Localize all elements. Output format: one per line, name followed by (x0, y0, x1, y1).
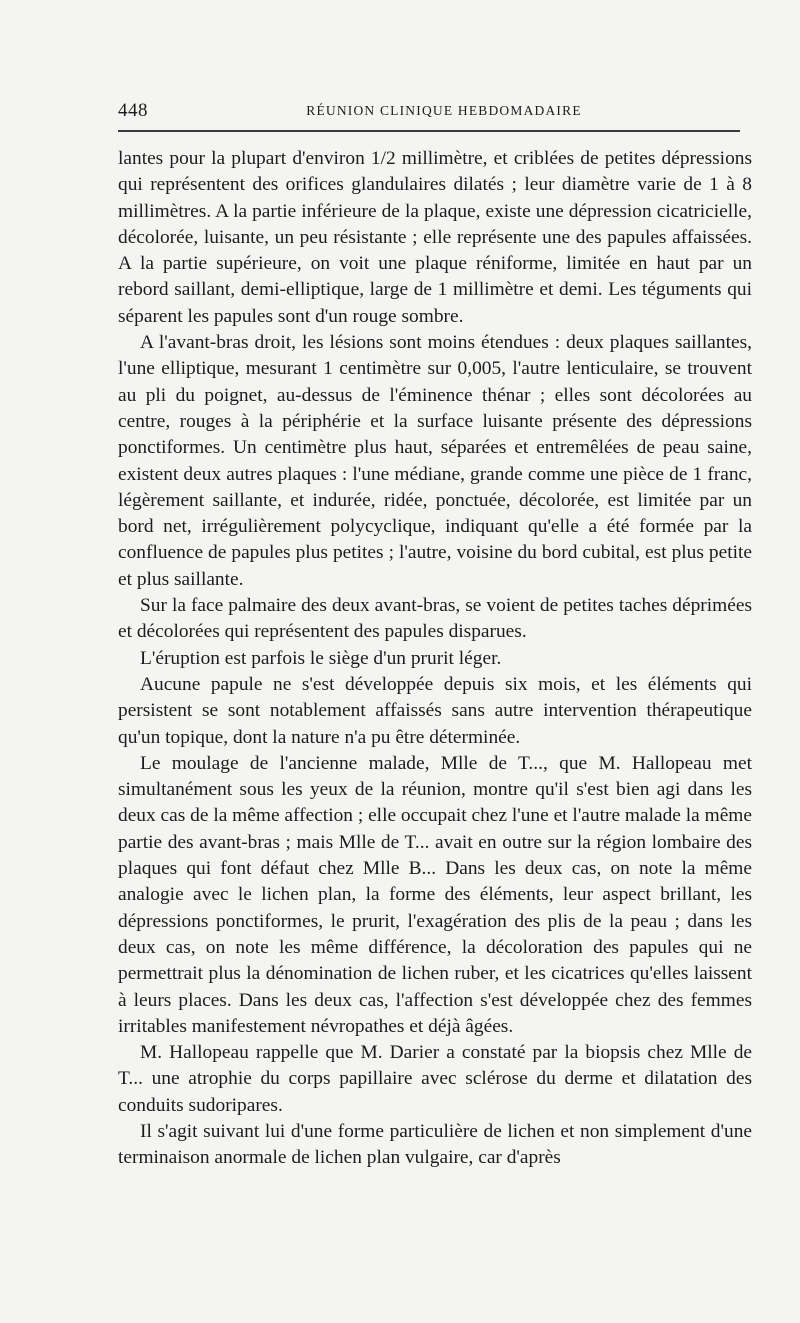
running-title: RÉUNION CLINIQUE HEBDOMADAIRE (306, 103, 582, 118)
paragraph-4: L'éruption est parfois le siège d'un prurit léger. (140, 647, 502, 669)
page-header (118, 100, 740, 128)
paragraph-3: Sur la face palmaire des deux avant-bras, se voient de petites taches déprimées et décolorées qui représentent des papules disparues. (118, 595, 752, 643)
paragraph-5: Aucune papule ne s'est développée depuis six mois, et les éléments qui persistent se sont notablement affaissés sans autre intervention thérapeutique qu'un topique, dont la nature n'a pu être déterminée. (118, 673, 752, 748)
paragraph-6: Le moulage de l'ancienne malade, Mlle de T..., que M. Hallopeau met simultanément sous les yeux de la réunion, montre qu'il s'est bien agi dans les deux cas de la même affection ; elle occupait chez l'une et l'autre malade la même partie des avant-bras ; mais Mlle de T... avait en outre sur la région lombaire des plaques qui font défaut chez Mlle B... Dans les deux cas, on note la même analogie avec le lichen plan, la forme des éléments, leur aspect brillant, les dépressions ponctiformes, le prurit, l'exagération des plis de la peau ; dans les deux cas, on note les même différence, la décoloration des papules qui ne permettrait plus la dénomination de lichen ruber, et les cicatrices qu'elles laissent à leurs places. Dans les deux cas, l'affection s'est développée chez des femmes irritables manifestement névropathes et déjà âgées. (118, 752, 752, 1037)
paragraph-1: lantes pour la plupart d'environ 1/2 millimètre, et criblées de petites dépressions qui représentent des orifices glandulaires dilatés ; leur diamètre varie de 1 à 8 millimètres. A la partie inférieure de la plaque, existe une dépression cicatricielle, décolorée, luisante, un peu résistante ; elle représente une des papules affaissées. A la partie supérieure, on voit une plaque réniforme, limitée en haut par un rebord saillant, demi-elliptique, large de 1 millimètre et demi. Les téguments qui séparent les papules sont d'un rouge sombre. (118, 148, 752, 327)
paragraph-7: M. Hallopeau rappelle que M. Darier a constaté par la biopsis chez Mlle de T... une atrophie du corps papillaire avec sclérose du derme et dilatation des conduits sudoripares. (118, 1042, 752, 1116)
paragraph-8: Il s'agit suivant lui d'une forme particulière de lichen et non simplement d'une terminaison anormale de lichen plan vulgaire, car d'après (118, 1120, 752, 1169)
body-text (118, 146, 752, 1172)
header-rule (118, 130, 740, 132)
paragraph-2: A l'avant-bras droit, les lésions sont moins étendues : deux plaques saillantes, l'une elliptique, mesurant 1 centimètre sur 0,005, l'autre lenticulaire, se trouvent au pli du poignet, au-dessus de l'éminence thénar ; elles sont décolorées au centre, rouges à la périphérie et la surface luisante présente des dépressions ponctiformes. Un centimètre plus haut, séparées et entremêlées de peau saine, existent deux autres plaques : l'une médiane, grande comme une pièce de 1 franc, légèrement saillante, et indurée, ridée, ponctuée, décolorée, est limitée par un bord net, irrégulièrement polycyclique, indiquant qu'elle a été formée par la confluence de papules plus petites ; l'autre, voisine du bord cubital, est plus petite et plus saillante. (118, 332, 752, 590)
page-number: 448 (118, 100, 148, 121)
